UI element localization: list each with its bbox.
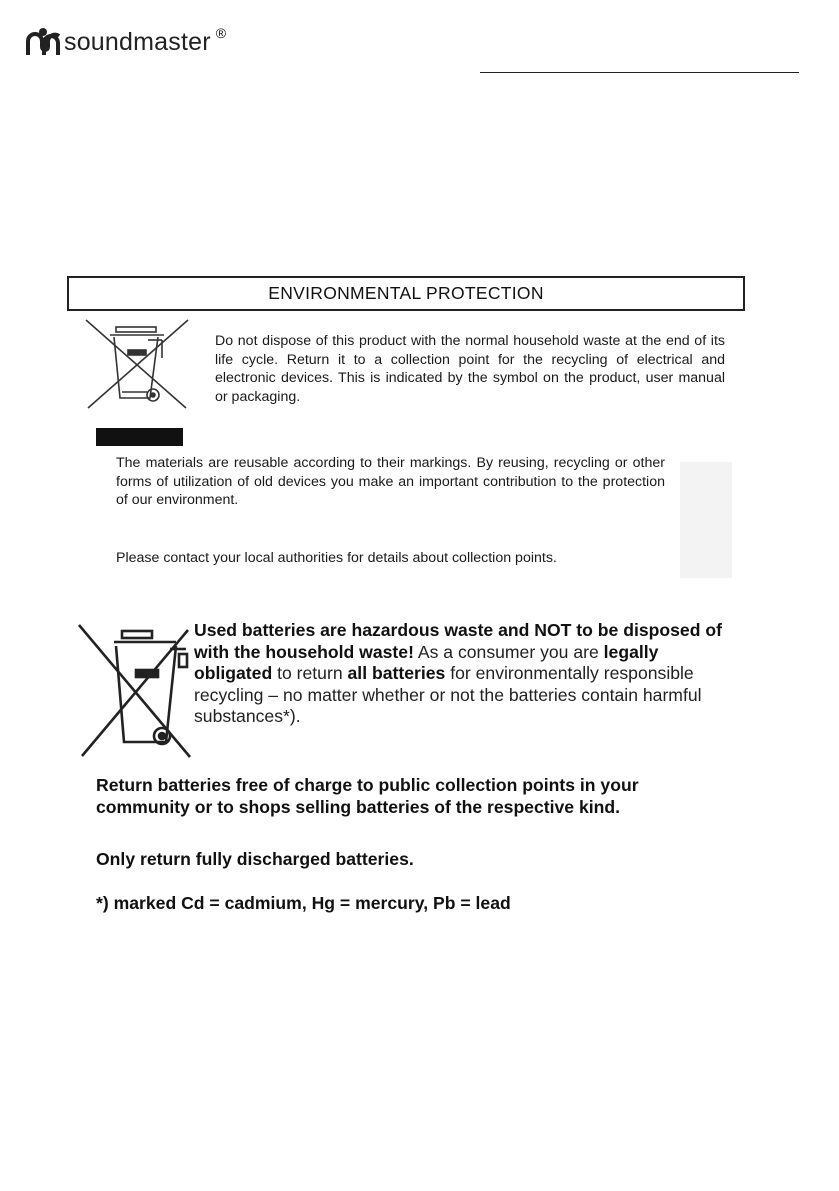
battery-hazard-warning: Used batteries are hazardous waste and NOT to be disposed of with the household waste! <box>194 620 722 662</box>
weee-disposal-notice: Do not dispose of this product with the normal household waste at the end of its life cycle. Return it to a collection point for the recycling of electrical and electronic devices. This is indicated by the symbol on the product, user manual or packaging. <box>215 333 725 405</box>
section-title-box <box>67 276 745 311</box>
brand-name: soundmaster <box>64 27 211 56</box>
to-return: to return <box>277 663 343 683</box>
header-rule <box>480 72 799 73</box>
separator-bar <box>96 428 183 446</box>
battery-warning-paragraph <box>194 620 740 728</box>
contact-authorities-notice: Please contact your local authorities for details about collection points. <box>116 550 557 566</box>
soundmaster-logo-icon <box>26 27 60 57</box>
battery-crossed-out-bin-icon <box>76 622 194 760</box>
crossed-out-bin-icon <box>82 318 192 412</box>
legally-obligated: legally obligated <box>194 641 659 683</box>
chemical-markings-footnote: *) marked Cd = cadmium, Hg = mercury, Pb = lead <box>96 893 511 913</box>
brand-logo <box>26 24 226 60</box>
only-discharged-notice: Only return fully discharged batteries. <box>96 849 414 869</box>
section-title: ENVIRONMENTAL PROTECTION <box>268 283 544 303</box>
recycling-rest: for environmentally responsible recycling – no matter whether or not the batteries contain harmful substances*). <box>194 663 702 726</box>
reuse-notice: The materials are reusable according to their markings. By reusing, recycling or other forms of utilization of old devices you make an important contribution to the protection of our environment. <box>116 455 665 508</box>
scan-shading <box>680 462 732 578</box>
registered-mark: ® <box>215 25 227 41</box>
all-batteries: all batteries <box>347 663 446 683</box>
consumer-intro: As a consumer you are <box>417 641 599 662</box>
return-free-notice: Return batteries free of charge to public collection points in your community or to shops selling batteries of the respective kind. <box>96 775 639 817</box>
